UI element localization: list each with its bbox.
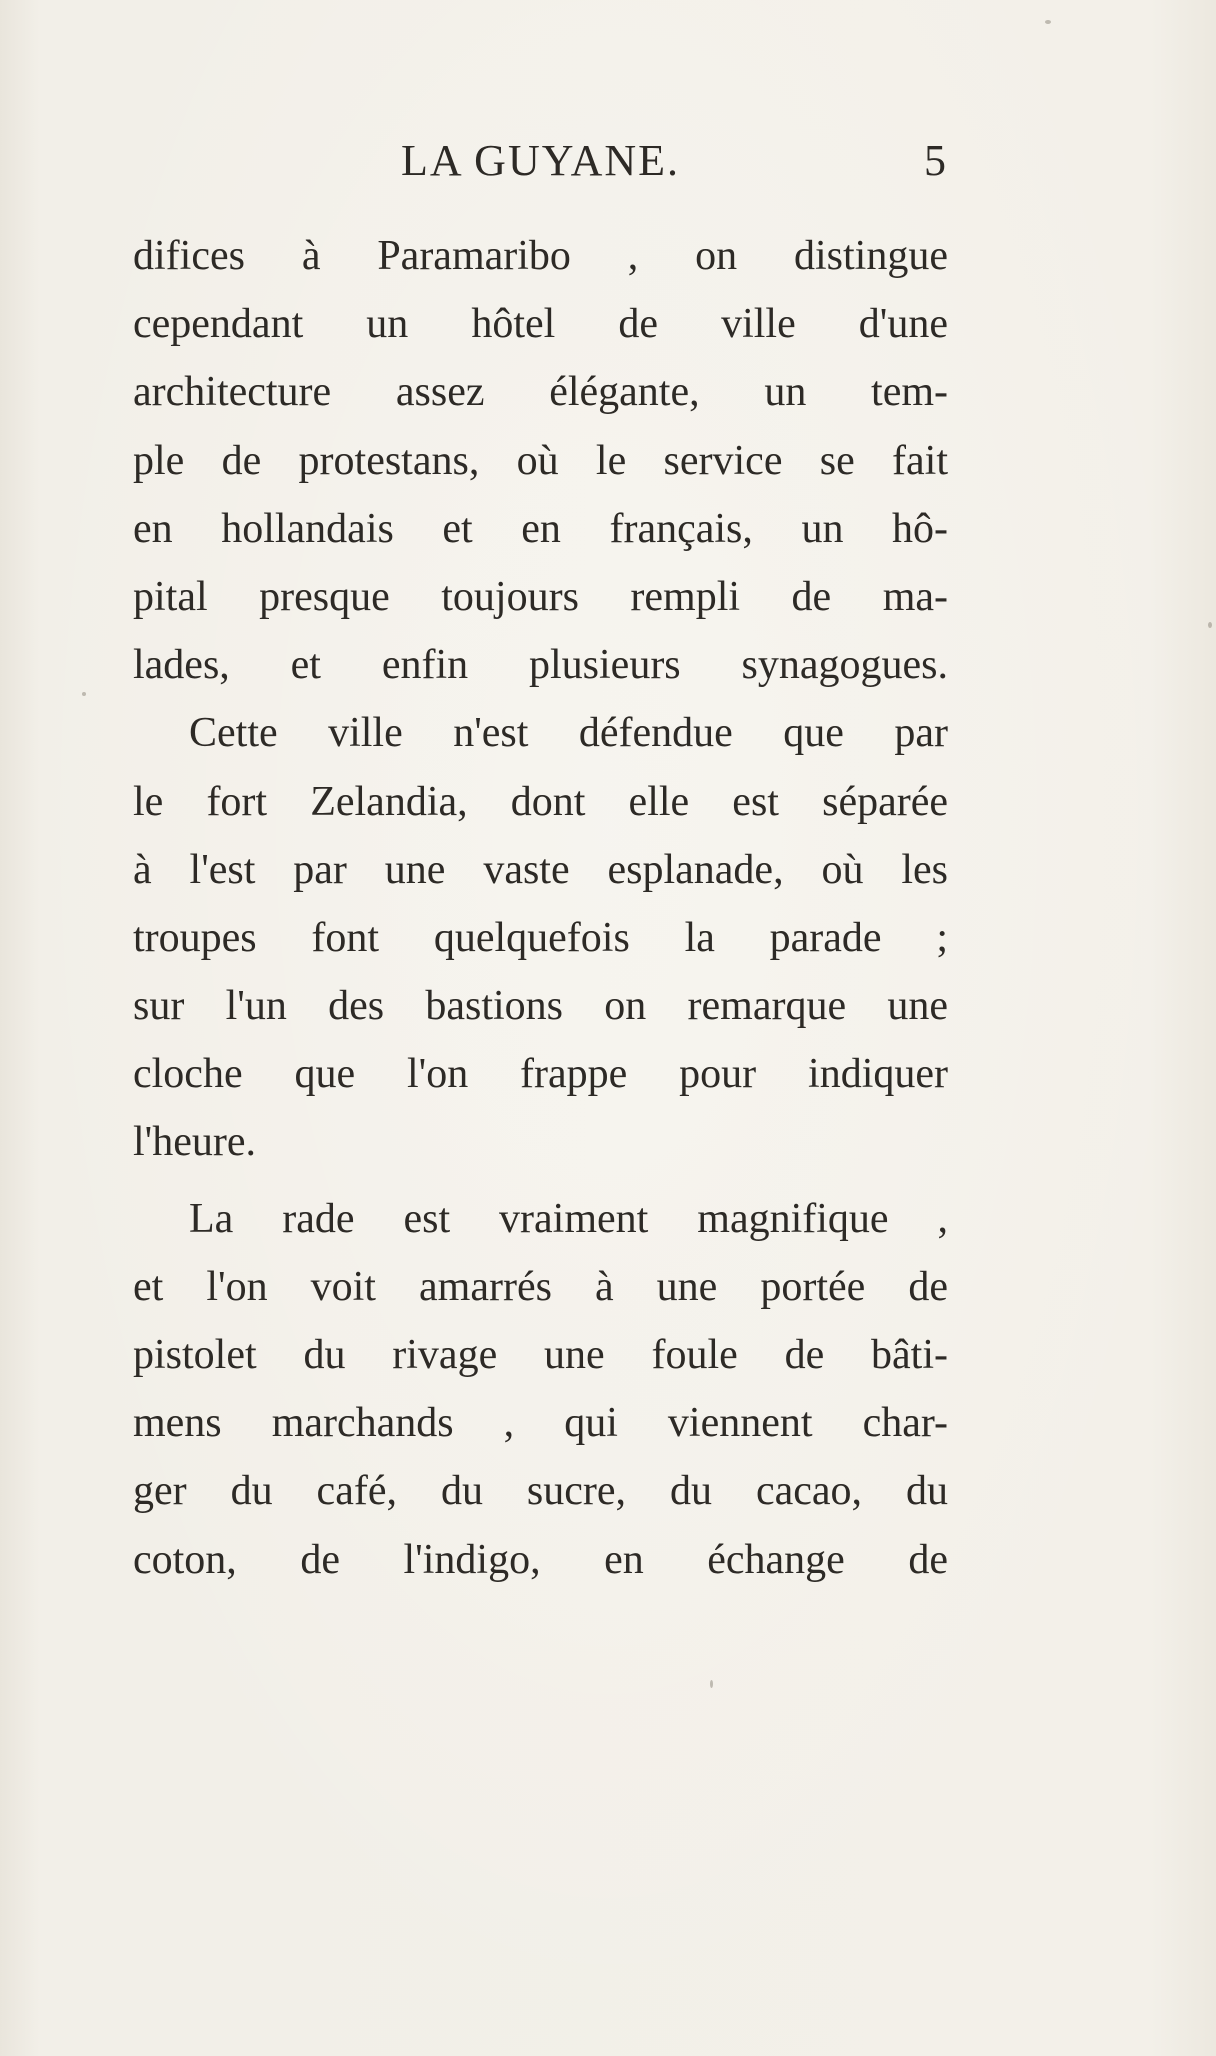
text-line: pistolet du rivage une foule de bâti- [133,1332,948,1378]
text-line: cependant un hôtel de ville d'une [133,301,948,348]
text-line: à l'est par une vaste esplanade, où les [133,846,948,893]
text-line: et l'on voit amarrés à une portée de [133,1263,948,1310]
text-line: l'heure. [133,1119,257,1166]
page-number: 5 [924,136,948,185]
paragraph [133,699,948,1176]
text-line: sur l'un des bastions on remarque une [133,983,948,1030]
text-line: coton, de l'indigo, en échange de [133,1536,948,1583]
text-line: en hollandais et en français, un hô- [133,505,948,552]
text-line: pital presque toujours rempli de ma- [133,573,948,620]
paragraph [133,1185,948,1594]
page-header [133,135,948,195]
text-line: lades, et enfin plusieurs synagogues. [133,642,948,689]
body-text [133,222,948,1594]
text-line: ger du café, du sucre, du cacao, du [133,1468,948,1515]
text-line: cloche que l'on frappe pour indiquer [133,1051,948,1098]
text-line: troupes font quelquefois la parade ; [133,914,948,961]
text-line: mens marchands , qui viennent char- [133,1400,948,1447]
text-line: Cette ville n'est défendue que par [189,710,948,757]
paper-speck [1045,20,1051,24]
text-line: architecture assez élégante, un tem- [133,369,948,416]
paper-speck [1208,622,1212,628]
paper-speck [82,692,86,696]
text-line: La rade est vraiment magnifique , [189,1195,948,1242]
text-line: difices à Paramaribo , on distingue [133,233,948,279]
paragraph [133,222,948,699]
paper-speck [710,1680,713,1688]
text-line: le fort Zelandia, dont elle est séparée [133,778,948,825]
running-title: LA GUYANE. [400,136,681,185]
text-line: ple de protestans, où le service se fait [133,437,948,484]
